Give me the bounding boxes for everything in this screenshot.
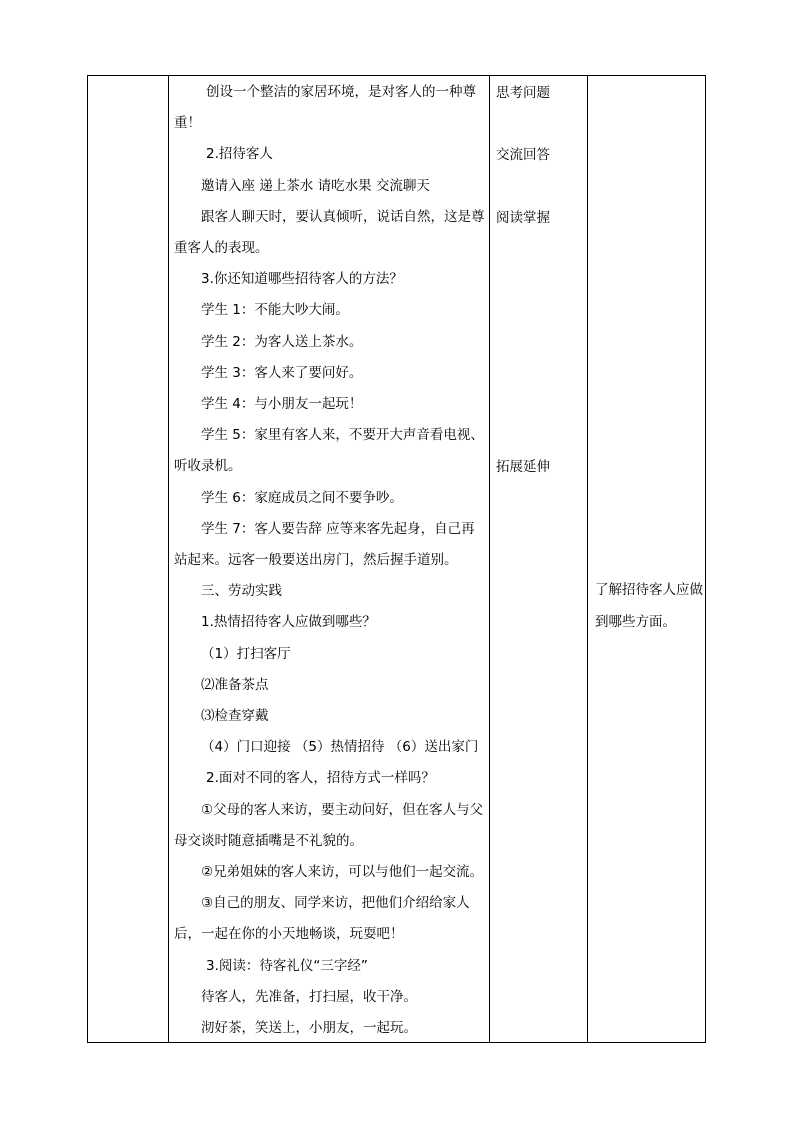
teaching-process-cell xyxy=(174,76,486,1044)
paragraph: 待客人，先准备，打扫屋，收干净。 xyxy=(201,988,417,1005)
paragraph: 学生 1：不能大吵大闹。 xyxy=(201,302,349,319)
student-activity-answer: 交流回答 xyxy=(496,147,550,163)
paragraph: 学生 5：家里有客人来，不要开大声音看电视、听收录机。 xyxy=(174,427,484,475)
paragraph: 3.阅读：待客礼仪“三字经” xyxy=(206,957,368,974)
column-divider xyxy=(168,76,169,1042)
column-divider xyxy=(587,76,588,1042)
section-heading: 三、劳动实践 xyxy=(201,583,282,600)
lesson-plan-table xyxy=(87,75,706,1043)
paragraph: ⑶检查穿戴 xyxy=(201,708,269,725)
paragraph: （1）打扫客厅 xyxy=(201,645,291,662)
student-activity-read: 阅读掌握 xyxy=(496,210,550,226)
student-activity-extend: 拓展延伸 xyxy=(496,459,550,475)
design-intent-cell: 了解招待客人应做到哪些方面。 xyxy=(595,582,703,630)
paragraph: 学生 2：为客人送上茶水。 xyxy=(201,333,363,350)
paragraph: 学生 3：客人来了要问好。 xyxy=(201,364,363,381)
student-activity-think: 思考问题 xyxy=(496,85,550,101)
paragraph: ①父母的客人来访，要主动问好，但在客人与父母交谈时随意插嘴是不礼貌的。 xyxy=(174,801,484,849)
paragraph: 1.热情招待客人应做到哪些？ xyxy=(201,614,376,631)
paragraph: 2.面对不同的客人，招待方式一样吗？ xyxy=(206,770,435,787)
paragraph: 邀请入座 递上茶水 请吃水果 交流聊天 xyxy=(201,177,430,194)
paragraph: 学生 7：客人要告辞 应等来客先起身，自己再站起来。远客一般要送出房门，然后握手道别。 xyxy=(174,520,475,569)
paragraph: 沏好茶，笑送上，小朋友，一起玩。 xyxy=(201,1020,417,1037)
paragraph: 学生 4：与小朋友一起玩！ xyxy=(201,396,363,413)
paragraph: （4）门口迎接 （5）热情招待 （6）送出家门 xyxy=(201,739,479,756)
paragraph: 2.招待客人 xyxy=(206,146,273,163)
paragraph: ③自己的朋友、同学来访，把他们介绍给家人后，一起在你的小天地畅谈，玩耍吧！ xyxy=(174,895,470,943)
paragraph: 3.你还知道哪些招待客人的方法？ xyxy=(201,271,403,288)
paragraph: ②兄弟姐妹的客人来访，可以与他们一起交流。 xyxy=(201,864,484,881)
paragraph: 创设一个整洁的家居环境，是对客人的一种尊重！ xyxy=(174,84,476,132)
column-divider xyxy=(489,76,490,1042)
paragraph: 跟客人聊天时，要认真倾听，说话自然，这是尊重客人的表现。 xyxy=(174,208,485,257)
paragraph: 学生 6：家庭成员之间不要争吵。 xyxy=(201,489,403,506)
paragraph: ⑵准备茶点 xyxy=(201,676,269,693)
